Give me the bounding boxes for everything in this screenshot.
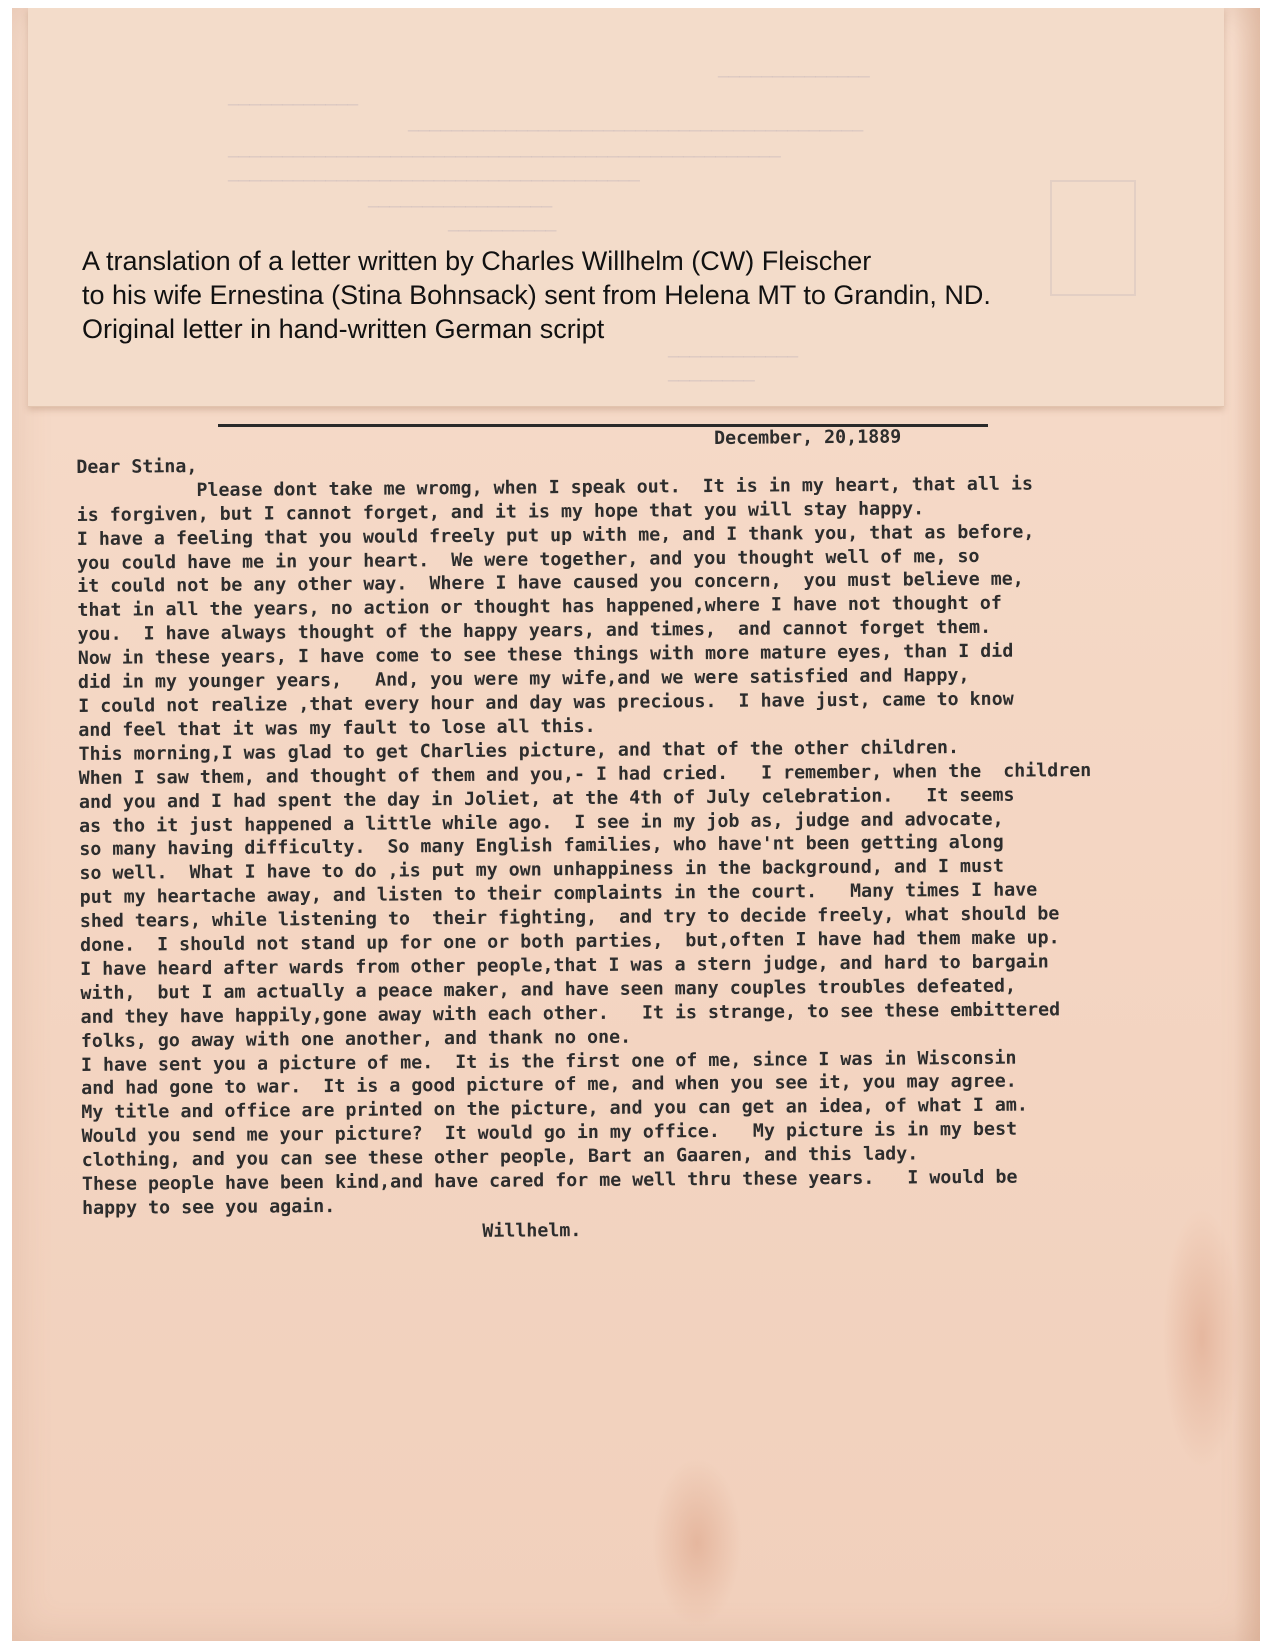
caption-line: to his wife Ernestina (Stina Bohnsack) sent from Helena MT to Grandin, ND. bbox=[82, 280, 991, 310]
letter-line: I could not realize ,that every hour and day was precious. I have just, came to know bbox=[78, 688, 1014, 717]
paper-stain bbox=[652, 1458, 742, 1628]
letter-line: folks, go away with one another, and thank no one. bbox=[80, 1026, 632, 1052]
letter-line: This morning,I was glad to get Charlies picture, and that of the other children. bbox=[78, 736, 960, 765]
letter-line: so many having difficulty. So many English families, who have'nt been getting along bbox=[79, 832, 1004, 861]
paper-stain bbox=[1162, 1208, 1242, 1468]
letter-line: clothing, and you can see these other people, Bart an Gaaren, and this lady. bbox=[81, 1143, 919, 1172]
letter-signature: Willhelm. bbox=[482, 1219, 582, 1242]
letter-line: as tho it just happened a little while ago. I see in my job as, judge and advocate, bbox=[79, 808, 1004, 837]
letter-line: and had gone to war. It is a good picture of me, and when you see it, you may agree. bbox=[81, 1071, 1017, 1100]
translation-caption bbox=[82, 244, 1222, 346]
letter-line: and feel that it was my fault to lose all this. bbox=[78, 715, 596, 741]
letter-line: I have sent you a picture of me. It is the first one of me, since I was in Wisconsin bbox=[80, 1047, 1017, 1076]
letter-line: with, but I am actually a peace maker, and have seen many couples troubles defeated, bbox=[80, 975, 1016, 1004]
letter-line: happy to see you again. bbox=[82, 1195, 336, 1219]
letter-line: so well. What I have to do ,is put my own unhappiness in the background, and I must bbox=[79, 856, 1005, 885]
letter-line: shed tears, while listening to their fighting, and try to decide freely, what should be bbox=[79, 903, 1060, 933]
letter-line: Now in these years, I have come to see these things with more mature eyes, than I did bbox=[77, 640, 1014, 670]
letter-line: These people have been kind,and have cared for me well thru these years. I would be bbox=[81, 1166, 1018, 1196]
bleed-through-text: ────────────── ──────────── ────────────────────────────────────────── ─────────────────────────────────────────────────── ────────────────────────────────────── ───────────────── ────────── ──────────── ──────── bbox=[228, 67, 870, 392]
letter-line: and you and I had spent the day in Joliet, at the 4th of July celebration. It seems bbox=[78, 784, 1015, 813]
letter-line: When I saw them, and thought of them and you,- I had cried. I remember, when the children bbox=[78, 759, 1092, 789]
caption-sheet bbox=[28, 8, 1224, 407]
letter-line: I have heard after wards from other people,that I was a stern judge, and hard to bargain bbox=[80, 951, 1049, 980]
letter-line: it could not be any other way. Where I have caused you concern, you must believe me, bbox=[77, 568, 1024, 598]
letter-line: and they have happily,gone away with each other. It is strange, to see these embittered bbox=[80, 999, 1061, 1028]
letter-line: is forgiven, but I cannot forget, and it is my hope that you will stay happy. bbox=[76, 498, 925, 526]
letter-date: December, 20,1889 bbox=[713, 426, 902, 449]
letter-line: Would you send me your picture? It would go in my office. My picture is in my best bbox=[81, 1118, 1018, 1148]
letter-line: put my heartache away, and listen to their complaints in the court. Many times I have bbox=[79, 879, 1038, 909]
letter-salutation: Dear Stina, bbox=[76, 455, 198, 478]
caption-line: Original letter in hand-written German script bbox=[82, 314, 605, 344]
typewritten-letter bbox=[76, 423, 1212, 1247]
letter-line: My title and office are printed on the picture, and you can get an idea, of what I am. bbox=[81, 1094, 1028, 1124]
letter-line: I have a feeling that you would freely put up with me, and I thank you, that as before, bbox=[76, 521, 1035, 550]
letter-line: did in my younger years, And, you were my wife,and we were satisfied and Happy, bbox=[77, 665, 970, 694]
letter-page bbox=[12, 8, 1260, 1641]
letter-opening-line: Please dont take me wromg, when I speak out. It is in my heart, that all is bbox=[196, 473, 1034, 501]
letter-line: you. I have always thought of the happy years, and times, and cannot forget them. bbox=[77, 617, 992, 646]
page-edge-shading bbox=[1234, 8, 1260, 1641]
caption-line: A translation of a letter written by Charles Willhelm (CW) Fleischer bbox=[82, 246, 872, 276]
letter-line: you could have me in your heart. We were together, and you thought well of me, so bbox=[76, 545, 980, 574]
letter-line: that in all the years, no action or thought has happened,where I have not thought of bbox=[77, 593, 1002, 622]
letter-line: done. I should not stand up for one or both parties, but,often I have had them make up. bbox=[79, 927, 1060, 957]
